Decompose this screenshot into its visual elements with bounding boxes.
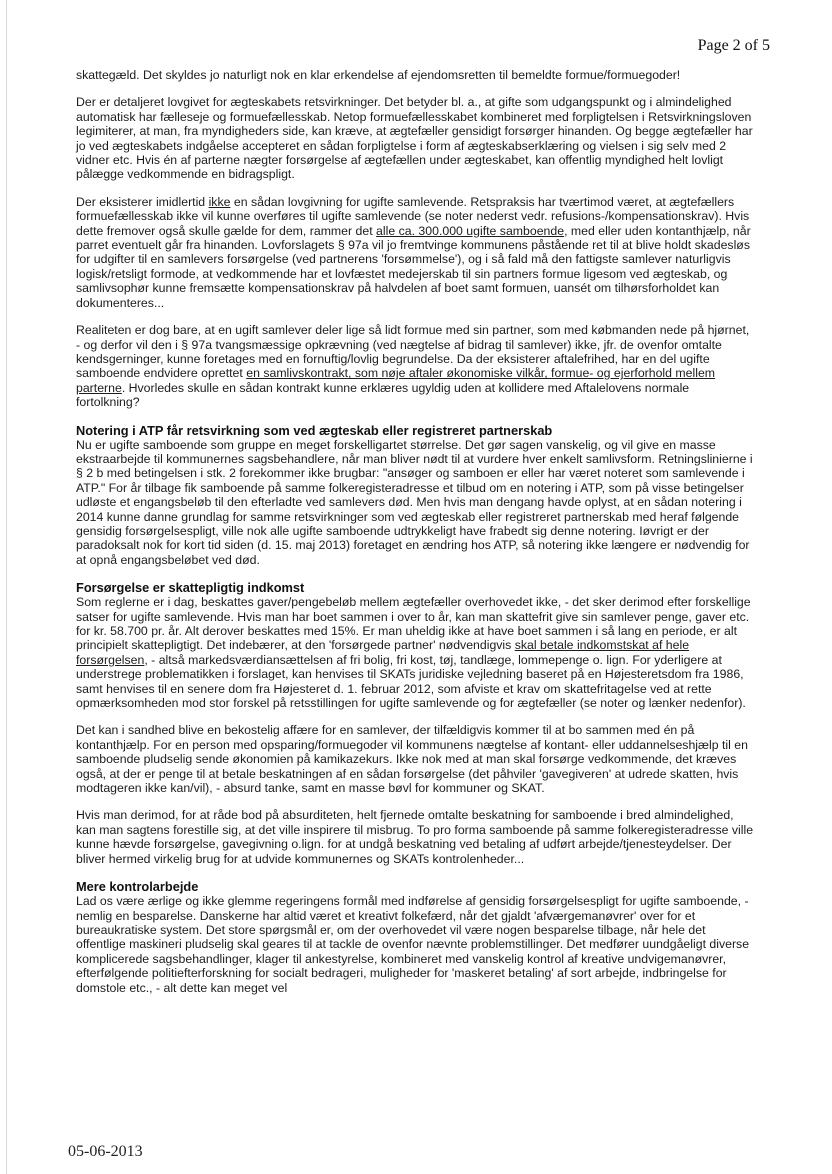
- paragraph-4-text: Nu er ugifte samboende som gruppe en meget forskelligartet størrelse. Det gør sagen vanskelig, og vil give en masse ekstraarbejde til kommunernes sagsbehandlere, når man bliver nødt til at vurdere hver enkelt samlivsform. Retningslinierne i § 2 b med betingelsen i stk. 2 forekommer ikke brugbar: "ansøger og samboen er eller har været noteret som samlevende i ATP." For år tilbage fik samboende på samme folkeregisteradresse et tilbud om en notering i ATP, som på visse betingelser udløste et engangsbeløb til den efterladte ved samlevers død. Men hvis man dengang havde oplyst, at en sådan notering i 2014 kunne danne grundlag for samme retsvirkninger som ved ægteskab eller registreret partnerskab med heraf følgende gensidig forsørgelsespligt, ville nok alle ugifte samboende udtrykkeligt have frabedt sig denne notering. Iøvrigt er der paradoksalt nok for kort tid siden (d. 15. maj 2013) foretaget en ændring hos ATP, så notering ikke længere er nødvendig for at opnå engangsbeløbet ved død.: [76, 437, 753, 567]
- paragraph-2: [76, 195, 756, 310]
- paragraph-6-text: Det kan i sandhed blive en bekostelig affære for en samlever, der tilfældigvis kommer til at bo sammen med én på kontanthjælp. For en person med opsparing/formuegoder vil kommunens nægtelse af kontant- eller uddannelseshjælp til en samboende pludselig sende økonomien på kamikazekurs. Ikke nok med at man skal forsørge vedkommende, det kræves også, at der er penge til at betale beskatningen af en sådan forsørgelse (det påhviler 'gavegiveren' at udrede skatten, hvis modtageren ikke kan/vil), - absurd tanke, samt en masse bøvl for kommuner og SKAT.: [76, 723, 748, 796]
- paragraph-3: [76, 323, 756, 409]
- paragraph-6: [76, 723, 756, 795]
- underlined-indkomstskat: skal betale indkomstskat af hele forsørgelsen: [76, 638, 690, 667]
- paragraph-3-text-a: Realiteten er dog bare, at en ugift samlever deler lige så lidt formue med sin partner, som med købmanden nede på hjørnet, - og derfor vil den i § 97a tvangsmæssige opkrævning (ved nægtelse af bidrag til samlever) ikke, jfr. de ovenfor omtalte kendsgerninger, kunne foretages med en fornuftig/lovlig begrundelse. Da der eksisterer aftalefrihed, har en del ugifte samboende endvidere oprettet: [76, 323, 750, 381]
- paragraph-0-text: skattegæld. Det skyldes jo naturligt nok en klar erkendelse af ejendomsretten til bemeldte formue/formuegoder!: [76, 68, 681, 82]
- paragraph-2-text-c: , med eller uden kontanthjælp, når parret eventuelt går fra hinanden. Lovforslagets § 97a vil jo fremtvinge kommunens påstående ret til at blive holdt skadesløs for udgifter til en samlevers forsørgelse (ved partnerens 'forsømmelse'), og i så fald må den fattigste samlever naturligvis logisk/retsligt formode, at vedkommende har et lovfæstet medejerskab til sin partners formue ligesom ved ægteskab, og samlivsophør kunne fremsætte kompensationskrav på halvdelen af boet samt formuen, uansét om tilhørsforholdet kan dokumenteres...: [76, 223, 751, 310]
- paragraph-8: [76, 894, 756, 995]
- paragraph-7-text: Hvis man derimod, for at råde bod på absurditeten, helt fjernede omtalte beskatning for samboende i bred almindelighed, kan man sagtens forestille sig, at det ville inspirere til misbrug. To pro forma samboende på samme folkeregisteradresse ville kunne hævde forsørgelse, gavegivning o.lign. for at undgå beskatning ved betaling af udført arbejde/tjenesteydelser. Der bliver hermed virkelig brug for at udvide kommunernes og SKATs kontrolenheder...: [76, 808, 754, 866]
- paragraph-3-text-b: . Hvorledes skulle en sådan kontrakt kunne erklæres ugyldig uden at kollidere med Aftalelovens normale fortolkning?: [76, 380, 690, 410]
- heading-forsorgelse-skattepligtig: Forsørgelse er skattepligtig indkomst: [76, 580, 305, 596]
- paragraph-8-text: Lad os være ærlige og ikke glemme regeringens formål med indførelse af gensidig forsørgelsespligt for ugifte samboende, - nemlig en besparelse. Danskerne har altid været et kreativt folkefærd, når det gjaldt 'afværgemanøvrer' over for et bureaukratiske system. Det store spørgsmål er, om der overhovedet vil være nogen besparelse tilbage, når hele det offentlige maskineri pludselig skal geares til at tackle de ovenfor nævnte problemstillinger. Det medfører uundgåeligt diverse komplicerede sagsbehandlinger, klager til ankestyrelse, kombineret med vanskelig kontrol af kreative undvigemanøvrer, efterfølgende politiefterforskning for socialt bedrageri, muligheder for 'maskeret betaling' af sort arbejde, indbringelse for domstole etc., - alt dette kan meget vel: [76, 894, 750, 995]
- paragraph-2-text-b: en sådan lovgivning for ugifte samlevende. Retspraksis har tværtimod været, at ægtefællers formuefællesskab ikke vil kunne overføres til ugifte samlevende (se noter nederst vedr. refusions-/kompensationskrav). Hvis dette fremover også skulle gælde for dem, rammer det: [76, 194, 750, 238]
- paragraph-7: [76, 808, 756, 866]
- paragraph-5: [76, 595, 756, 710]
- underlined-samlivskontrakt: en samlivskontrakt, som nøje aftaler økonomiske vilkår, formue- og ejerforhold mellem parterne: [76, 366, 716, 395]
- document-body: [76, 68, 756, 1008]
- underlined-300000-samboende: alle ca. 300.000 ugifte samboende: [376, 223, 565, 238]
- heading-mere-kontrolarbejde: Mere kontrolarbejde: [76, 879, 199, 895]
- page-number: Page 2 of 5: [697, 37, 770, 54]
- paragraph-1-text: Der er detaljeret lovgivet for ægteskabets retsvirkninger. Det betyder bl. a., at gifte som udgangspunkt og i almindelighed automatisk har fælleseje og formuefællesskab. Netop formuefællesskabet kombineret med forpligtelsen i Retsvirkningsloven legimiterer, at man, fra myndigheders side, kan kræve, at ægtefæller gensidigt forsørger hinanden. Og begge ægtefæller har jo ved ægteskabets indgåelse accepteret en sådan forpligtelse i form af ægteskabserklæring og vielsen i sig selv med 2 vidner etc. Hvis én af parterne nægter forsørgelse af ægtefællen under ægteskabet, kan offentlig myndighed helt lovligt pålægge vedkommende en bidragspligt.: [76, 95, 753, 182]
- underlined-ikke: ikke: [208, 194, 231, 209]
- paragraph-2-text-a: Der eksisterer imidlertid: [76, 194, 209, 209]
- paragraph-4: [76, 438, 756, 568]
- scan-edge-line: [6, 0, 7, 1174]
- paragraph-0: [76, 68, 756, 82]
- heading-atp-notering: Notering i ATP får retsvirkning som ved ægteskab eller registreret partnerskab: [76, 422, 553, 438]
- paragraph-5-text-a: Som reglerne er i dag, beskattes gaver/pengebeløb mellem ægtefæller overhovedet ikke, - det sker derimod efter forskellige satser for ugifte samlevende. Hvis man har boet sammen i over to år, kan man skattefrit give sin samlever penge, gaver etc. for kr. 58.700 pr. år. Alt derover beskattes med 15%. Er man uheldig ikke at have boet sammen i så lang en periode, er alt principielt skattepligtigt. Det indebærer, at den 'forsørgede partner' nødvendigvis: [76, 595, 751, 653]
- paragraph-1: [76, 95, 756, 181]
- paragraph-5-text-b: , - altså markedsværdiansættelsen af fri bolig, fri kost, tøj, tandlæge, lommepenge o. lign. For yderligere at understrege problematikken i forslaget, kan henvises til SKATs juridiske vejledning baseret på en Højesteretsdom fra 1986, samt henvises til en senere dom fra Højesteret d. 1. februar 2012, som afviste et krav om skattefritagelse ved at rette opmærksomheden mod stor forskel på retsstillingen for ugifte samlevende og for ægtefæller (se noter og lænker nedenfor).: [76, 652, 746, 711]
- footer-date: 05-06-2013: [68, 1143, 143, 1160]
